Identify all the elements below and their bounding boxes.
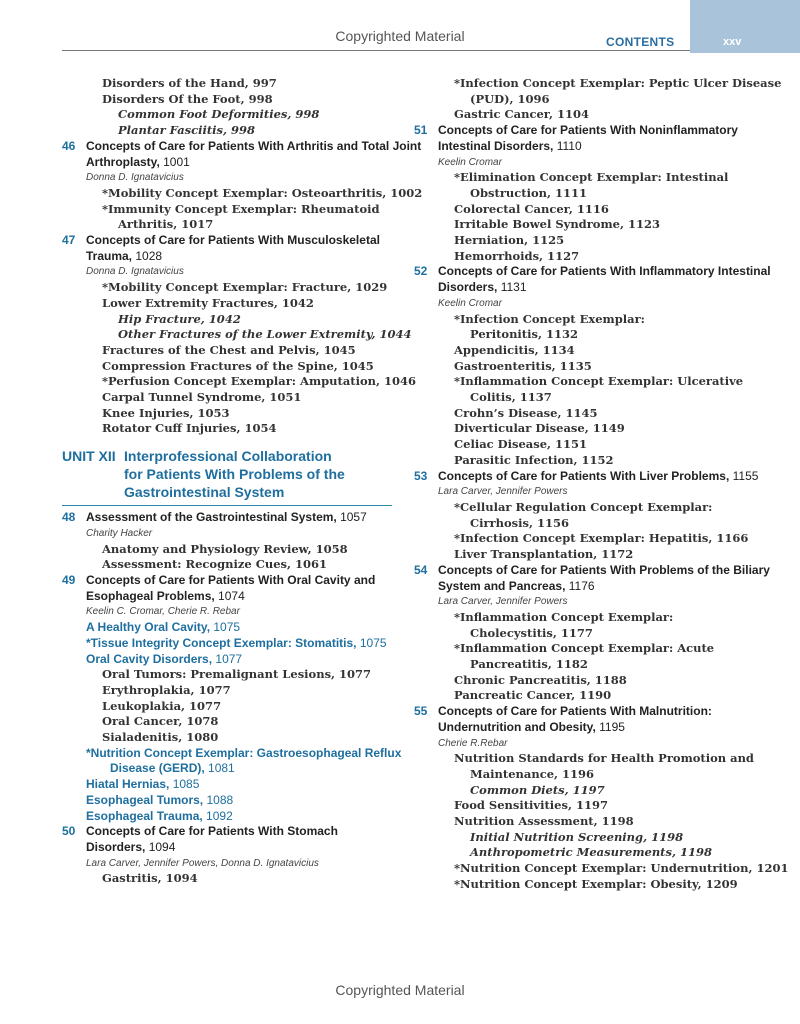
toc-entry	[414, 390, 754, 406]
toc-entry	[414, 249, 754, 265]
toc-entry	[62, 714, 402, 730]
toc-entry	[62, 374, 417, 390]
toc-entry	[414, 861, 789, 877]
entry-text: Other Fractures of the Lower Extremity, 1044	[118, 327, 412, 342]
chapter-title-line	[414, 280, 754, 296]
entry-text: Oral Tumors: Premalignant Lesions, 1077	[102, 667, 372, 682]
entry-text: Concepts of Care for Patients With Inflammatory Intestinal	[438, 264, 771, 279]
toc-entry	[414, 359, 754, 375]
entry-text: Donna D. Ignatavicius	[86, 172, 184, 184]
entry-text: Disorders,	[438, 280, 498, 295]
page-ref: 1085	[169, 777, 200, 792]
entry-text: Concepts of Care for Patients With Liver Problems,	[438, 468, 730, 483]
chapter-number: 51	[414, 123, 428, 138]
unit-label: UNIT XII	[62, 448, 116, 465]
entry-text: Initial Nutrition Screening, 1198	[470, 829, 684, 844]
entry-text: Keelin C. Cromar, Cherie R. Rebar	[86, 606, 240, 618]
entry-text: *Mobility Concept Exemplar: Fracture, 1029	[102, 280, 388, 295]
toc-entry	[414, 657, 754, 673]
page-ref: 1077	[212, 651, 243, 666]
toc-heading-entry	[62, 746, 402, 762]
header-rule	[62, 50, 692, 51]
chapter-number: 52	[414, 264, 428, 279]
entry-text: *Mobility Concept Exemplar: Osteoarthritis, 1002	[102, 185, 423, 200]
entry-text: Trauma,	[86, 248, 133, 263]
toc-heading-entry	[62, 652, 402, 668]
entry-text: Oral Cavity Disorders,	[86, 651, 213, 666]
toc-entry	[62, 76, 402, 92]
entry-text: Pancreatic Cancer, 1190	[454, 688, 612, 703]
entry-text: *Inflammation Concept Exemplar: Ulcerative	[454, 374, 744, 389]
entry-text: Lara Carver, Jennifer Powers, Donna D. Ignatavicius	[86, 857, 319, 869]
toc-entry	[62, 359, 402, 375]
entry-text: *Nutrition Concept Exemplar: Obesity, 1209	[454, 876, 738, 891]
entry-text: Intestinal Disorders,	[438, 138, 554, 153]
entry-text: Assessment of the Gastrointestinal System,	[86, 510, 337, 525]
toc-entry	[414, 626, 754, 642]
entry-text: Hip Fracture, 1042	[118, 311, 241, 326]
toc-entry	[414, 312, 754, 328]
page-ref: 1075	[210, 620, 241, 635]
entry-text: *Tissue Integrity Concept Exemplar: Stomatitis,	[86, 635, 357, 650]
chapter-number: 53	[414, 468, 428, 483]
toc-entry	[414, 327, 754, 343]
entry-text: Concepts of Care for Patients With Arthritis and Total Joint	[86, 138, 422, 153]
page-ref: 1195	[595, 719, 625, 734]
page-tab	[690, 0, 800, 53]
chapter-author	[414, 736, 754, 752]
entry-text: *Elimination Concept Exemplar: Intestinal	[454, 170, 729, 185]
entry-text: Common Foot Deformities, 998	[118, 107, 320, 122]
toc-entry	[62, 185, 423, 202]
page-ref: 1057	[336, 510, 367, 525]
entry-text: Hiatal Hernias,	[86, 777, 170, 792]
page-ref: 1176	[565, 578, 595, 593]
toc-entry	[414, 343, 754, 359]
chapter-author	[414, 484, 754, 500]
entry-text: Disorders,	[86, 839, 146, 854]
page-ref: 1028	[132, 248, 163, 263]
entry-text: Appendicitis, 1134	[454, 342, 575, 357]
toc-entry	[414, 547, 754, 563]
entry-text: Esophageal Problems,	[86, 588, 215, 603]
entry-text: Gastroenteritis, 1135	[454, 358, 592, 373]
entry-text: Parasitic Infection, 1152	[454, 452, 614, 467]
page-ref: 1074	[214, 588, 245, 603]
toc-heading-entry	[62, 620, 402, 636]
toc-heading-entry	[62, 636, 402, 652]
toc-entry	[62, 280, 402, 296]
entry-text: Gastric Cancer, 1104	[454, 107, 590, 122]
toc-entry	[414, 500, 754, 516]
chapter-author	[414, 296, 754, 312]
page-ref: 1001	[159, 154, 190, 169]
chapter-author	[62, 856, 402, 872]
toc-subentry	[62, 327, 412, 343]
page-ref: 1094	[145, 839, 176, 854]
toc-entry	[414, 641, 754, 657]
entry-text: Donna D. Ignatavicius	[86, 266, 184, 278]
unit-title-line: Interprofessional Collaboration	[124, 448, 332, 465]
entry-text: Plantar Fasciitis, 998	[118, 123, 256, 138]
toc-entry	[62, 202, 402, 218]
chapter-title-line	[62, 824, 402, 840]
toc-subentry	[414, 845, 754, 861]
toc-entry	[62, 699, 402, 715]
chapter-author	[62, 170, 402, 186]
entry-text: *Infection Concept Exemplar: Peptic Ulcer Disease	[454, 76, 782, 90]
chapter-title-line	[62, 840, 402, 856]
chapter-title-line	[62, 155, 402, 171]
entry-text: Celiac Disease, 1151	[454, 437, 588, 452]
toc-entry	[414, 202, 754, 218]
toc-subentry	[414, 783, 754, 799]
entry-text: Erythroplakia, 1077	[102, 682, 231, 697]
entry-text: Crohn’s Disease, 1145	[454, 405, 598, 420]
chapter-author	[62, 264, 402, 280]
toc-entry	[414, 751, 754, 767]
entry-text: Herniation, 1125	[454, 233, 565, 248]
entry-text: Obstruction, 1111	[470, 185, 587, 200]
toc-entry	[62, 217, 402, 233]
toc-entry	[414, 186, 754, 202]
chapter-title-line	[414, 562, 770, 579]
toc-entry	[62, 92, 402, 108]
entry-text: Diverticular Disease, 1149	[454, 421, 625, 436]
unit-heading	[62, 447, 392, 506]
watermark-top: Copyrighted Material	[335, 28, 465, 44]
entry-text: Irritable Bowel Syndrome, 1123	[454, 217, 660, 232]
entry-text: Concepts of Care for Patients With Stomach	[86, 824, 338, 839]
chapter-number: 49	[62, 572, 76, 587]
entry-text: Cherie R.Rebar	[438, 737, 508, 749]
entry-text: Compression Fractures of the Spine, 1045	[102, 358, 374, 373]
entry-text: Keelin Cromar	[438, 297, 502, 309]
toc-entry	[414, 406, 754, 422]
page-number: xxv	[723, 36, 742, 48]
entry-text: Colitis, 1137	[470, 390, 552, 405]
toc-entry	[62, 390, 402, 406]
entry-text: Leukoplakia, 1077	[102, 698, 222, 713]
chapter-number: 46	[62, 138, 76, 153]
entry-text: Arthritis, 1017	[118, 217, 214, 232]
entry-text: *Cellular Regulation Concept Exemplar:	[454, 499, 713, 514]
toc-entry	[414, 76, 782, 92]
chapter-title-line	[414, 720, 754, 736]
entry-text: Nutrition Standards for Health Promotion and	[454, 751, 754, 766]
toc-column-right	[414, 76, 789, 893]
toc-entry	[414, 767, 754, 783]
entry-text: (PUD), 1096	[470, 91, 550, 106]
page-ref: 1088	[203, 792, 234, 807]
chapter-author	[62, 604, 402, 620]
entry-text: A Healthy Oral Cavity,	[86, 620, 211, 635]
entry-text: Oral Cancer, 1078	[102, 714, 219, 729]
toc-entry	[414, 437, 754, 453]
entry-text: *Nutrition Concept Exemplar: Gastroesophageal Reflux	[86, 745, 402, 760]
toc-entry	[414, 610, 754, 626]
entry-text: Disease (GERD),	[110, 761, 205, 776]
entry-text: Keelin Cromar	[438, 156, 502, 168]
chapter-title-line	[414, 579, 754, 595]
chapter-title-line	[414, 468, 759, 485]
unit-title-line: for Patients With Problems of the	[124, 466, 345, 483]
chapter-number: 55	[414, 704, 428, 719]
entry-text: Disorders Of the Foot, 998	[102, 91, 273, 106]
page-ref: 1075	[356, 635, 387, 650]
toc-entry	[414, 673, 754, 689]
entry-text: *Inflammation Concept Exemplar:	[454, 609, 674, 624]
toc-entry	[62, 871, 402, 887]
entry-text: Hemorrhoids, 1127	[454, 248, 580, 263]
toc-entry	[414, 798, 754, 814]
toc-entry	[414, 107, 754, 123]
chapter-title-line	[414, 123, 754, 139]
page-ref: 1081	[204, 761, 235, 776]
toc-entry	[414, 531, 754, 547]
entry-text: Carpal Tunnel Syndrome, 1051	[102, 390, 302, 405]
chapter-title-line	[62, 138, 422, 155]
chapter-author	[414, 155, 754, 171]
entry-text: Food Sensitivities, 1197	[454, 798, 608, 813]
entry-text: *Infection Concept Exemplar:	[454, 311, 645, 326]
entry-text: Gastritis, 1094	[102, 871, 198, 886]
toc-entry	[414, 233, 754, 249]
toc-heading-entry	[62, 777, 402, 793]
toc-entry	[62, 406, 402, 422]
entry-text: Rotator Cuff Injuries, 1054	[102, 421, 277, 436]
entry-text: Cirrhosis, 1156	[470, 515, 570, 530]
entry-text: Peritonitis, 1132	[470, 327, 578, 342]
entry-text: Disorders of the Hand, 997	[102, 76, 277, 90]
toc-entry	[414, 421, 754, 437]
toc-entry	[414, 92, 754, 108]
entry-text: *Inflammation Concept Exemplar: Acute	[454, 641, 715, 656]
entry-text: Concepts of Care for Patients With Musculoskeletal	[86, 233, 380, 248]
toc-entry	[414, 688, 754, 704]
entry-text: Charity Hacker	[86, 527, 153, 539]
entry-text: Lara Carver, Jennifer Powers	[438, 486, 568, 498]
page-ref: 1110	[553, 138, 582, 153]
page-ref: 1092	[202, 808, 233, 823]
chapter-title-line	[62, 233, 402, 249]
chapter-number: 54	[414, 562, 428, 577]
toc-entry	[414, 170, 754, 186]
entry-text: *Immunity Concept Exemplar: Rheumatoid	[102, 201, 380, 216]
entry-text: Maintenance, 1196	[470, 766, 595, 781]
chapter-author	[62, 526, 402, 542]
entry-text: Common Diets, 1197	[470, 782, 605, 797]
toc-subentry	[414, 830, 754, 846]
running-header-label: CONTENTS	[606, 35, 675, 49]
toc-subentry	[62, 107, 402, 123]
chapter-author	[414, 594, 754, 610]
toc-subentry	[62, 123, 402, 139]
entry-text: *Perfusion Concept Exemplar: Amputation, 1046	[102, 374, 417, 389]
entry-text: Lara Carver, Jennifer Powers	[438, 596, 568, 608]
entry-text: Concepts of Care for Patients With Noninflammatory	[438, 123, 738, 138]
toc-entry	[62, 542, 402, 558]
chapter-title-line	[62, 589, 402, 605]
toc-entry	[62, 421, 402, 437]
entry-text: Anthropometric Measurements, 1198	[470, 845, 712, 860]
chapter-title-line	[62, 510, 402, 526]
chapter-title-line	[62, 573, 402, 589]
chapter-title-line	[62, 249, 402, 265]
toc-entry	[414, 814, 754, 830]
entry-text: Knee Injuries, 1053	[102, 405, 230, 420]
entry-text: *Infection Concept Exemplar: Hepatitis, 1166	[454, 531, 749, 546]
toc-heading-entry	[62, 793, 402, 809]
chapter-number: 48	[62, 510, 76, 525]
toc-entry	[62, 730, 402, 746]
entry-text: Esophageal Trauma,	[86, 808, 203, 823]
toc-subentry	[62, 312, 402, 328]
toc-entry	[62, 296, 402, 312]
entry-text: System and Pancreas,	[438, 578, 566, 593]
chapter-number: 50	[62, 824, 76, 839]
chapter-number: 47	[62, 233, 76, 248]
chapter-title-line	[414, 264, 771, 280]
entry-text: Anatomy and Physiology Review, 1058	[102, 541, 348, 556]
entry-text: *Nutrition Concept Exemplar: Undernutrition, 1201	[454, 861, 789, 876]
entry-text: Sialadenitis, 1080	[102, 730, 219, 745]
entry-text: Lower Extremity Fractures, 1042	[102, 295, 314, 310]
entry-text: Esophageal Tumors,	[86, 792, 204, 807]
entry-text: Liver Transplantation, 1172	[454, 547, 634, 562]
toc-entry	[62, 683, 402, 699]
page-ref: 1131	[497, 280, 527, 295]
toc-entry	[62, 343, 402, 359]
entry-text: Nutrition Assessment, 1198	[454, 814, 634, 829]
toc-entry	[62, 557, 402, 573]
entry-text: Cholecystitis, 1177	[470, 625, 593, 640]
toc-entry	[414, 516, 754, 532]
entry-text: Arthroplasty,	[86, 154, 160, 169]
entry-text: Concepts of Care for Patients With Problems of the Biliary	[438, 562, 770, 577]
entry-text: Undernutrition and Obesity,	[438, 719, 596, 734]
entry-text: Concepts of Care for Patients With Malnutrition:	[438, 704, 712, 719]
page-ref: 1155	[729, 468, 759, 483]
chapter-title-line	[414, 704, 754, 720]
entry-text: Pancreatitis, 1182	[470, 657, 588, 672]
chapter-title-line	[414, 139, 754, 155]
entry-text: Concepts of Care for Patients With Oral Cavity and	[86, 572, 376, 587]
toc-heading-entry	[62, 761, 402, 777]
entry-text: Assessment: Recognize Cues, 1061	[102, 557, 328, 572]
toc-entry	[62, 667, 402, 683]
watermark-bottom: Copyrighted Material	[335, 982, 465, 998]
toc-entry	[414, 217, 754, 233]
entry-text: Colorectal Cancer, 1116	[454, 201, 609, 216]
toc-entry	[414, 453, 754, 469]
entry-text: Fractures of the Chest and Pelvis, 1045	[102, 342, 356, 357]
toc-entry	[414, 374, 754, 390]
unit-title-line: Gastrointestinal System	[124, 484, 285, 501]
entry-text: Chronic Pancreatitis, 1188	[454, 672, 627, 687]
toc-heading-entry	[62, 809, 402, 825]
toc-entry	[414, 877, 754, 893]
